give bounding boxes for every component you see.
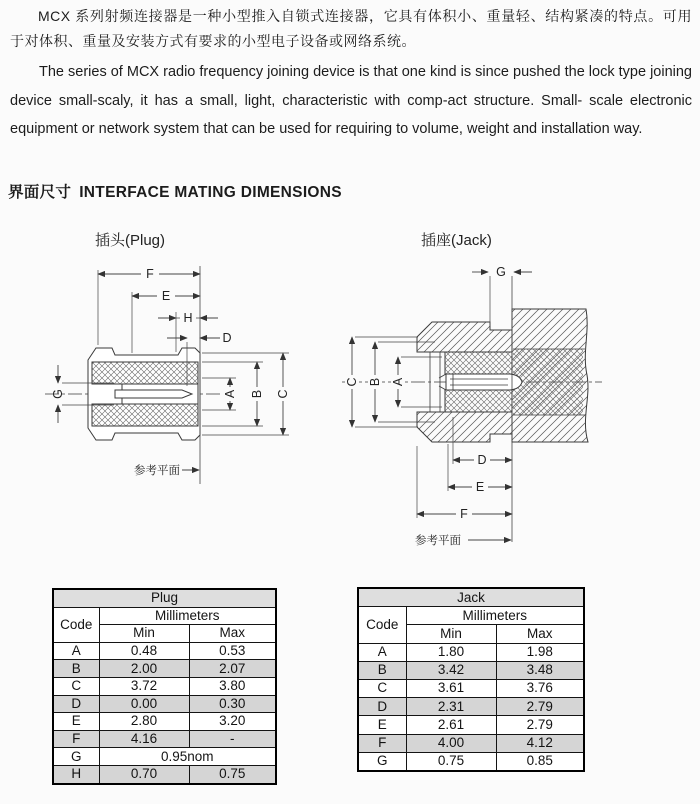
table-row [53, 677, 276, 695]
jack-diagram [340, 252, 670, 562]
table-row [53, 730, 276, 748]
dim-label-b: B [368, 377, 382, 387]
code-cell: D [53, 695, 99, 713]
jack-dimensions-table [357, 587, 585, 772]
max-cell: 2.07 [189, 660, 276, 678]
dim-label-a: A [223, 389, 237, 399]
min-cell: 0.75 [406, 752, 496, 771]
intro-paragraph-en: The series of MCX radio frequency joining device is that one kind is since pushed the lock type joining device small-scaly, it has a small, light, characteristic with comp-act structure. Small- scale electronic equipment or network system that can be used for requiring to volume, weight and installation way. [10, 64, 692, 137]
min-cell: 0.70 [99, 765, 189, 783]
min-cell: 1.80 [406, 643, 496, 661]
max-cell: 0.30 [189, 695, 276, 713]
min-cell: 2.80 [99, 713, 189, 731]
min-header: Min [99, 625, 189, 643]
max-cell: 2.79 [496, 716, 584, 734]
min-cell: 2.00 [99, 660, 189, 678]
dim-label-c: C [276, 389, 290, 399]
dim-label-d: D [477, 453, 487, 467]
code-cell: B [53, 660, 99, 678]
table-row [358, 734, 584, 752]
table-row [53, 660, 276, 678]
unit-header: Millimeters [406, 607, 584, 625]
code-cell: C [53, 677, 99, 695]
plug-diagram-title: 插头(Plug) [95, 232, 166, 249]
section-heading [8, 180, 342, 202]
intro-section [10, 4, 692, 144]
code-cell: A [53, 642, 99, 660]
max-header: Max [189, 625, 276, 643]
code-cell: D [358, 698, 406, 716]
code-cell: E [53, 713, 99, 731]
code-header: Code [358, 607, 406, 643]
dim-label-a: A [391, 377, 405, 387]
max-cell: 4.12 [496, 734, 584, 752]
reference-plane-label: 参考平面 [134, 465, 180, 477]
table-row [358, 752, 584, 771]
dim-label-d: D [222, 331, 232, 345]
dim-label-g: G [51, 389, 65, 399]
code-cell: F [358, 734, 406, 752]
max-cell: 0.85 [496, 752, 584, 771]
table-title: Jack [358, 588, 584, 607]
min-header: Min [406, 625, 496, 643]
dim-label-e: E [161, 289, 171, 303]
code-cell: B [358, 661, 406, 679]
reference-plane-label: 参考平面 [415, 535, 461, 547]
table-row [53, 713, 276, 731]
table-row [358, 661, 584, 679]
table-row [53, 765, 276, 783]
section-title-en: INTERFACE MATING DIMENSIONS [79, 184, 342, 201]
min-cell: 3.42 [406, 661, 496, 679]
max-cell: 0.53 [189, 642, 276, 660]
max-cell: 3.48 [496, 661, 584, 679]
max-cell: 0.75 [189, 765, 276, 783]
table-title-row [53, 589, 276, 607]
min-cell: 0.00 [99, 695, 189, 713]
section-title-zh: 界面尺寸 [8, 184, 72, 201]
max-cell: 3.76 [496, 679, 584, 697]
min-cell: 2.61 [406, 716, 496, 734]
code-cell: E [358, 716, 406, 734]
max-header: Max [496, 625, 584, 643]
code-cell: H [53, 765, 99, 783]
jack-diagram-title: 插座(Jack) [421, 232, 492, 249]
min-cell: 3.72 [99, 677, 189, 695]
code-cell: G [358, 752, 406, 771]
max-cell: 2.79 [496, 698, 584, 716]
max-cell: 3.80 [189, 677, 276, 695]
code-cell: F [53, 730, 99, 748]
dim-label-h: H [183, 311, 193, 325]
merged-value-cell: 0.95nom [99, 748, 276, 766]
table-row [358, 716, 584, 734]
max-cell: - [189, 730, 276, 748]
dim-label-b: B [250, 389, 264, 399]
table-header-row [53, 607, 276, 625]
table-title: Plug [53, 589, 276, 607]
code-cell: A [358, 643, 406, 661]
table-row [358, 679, 584, 697]
dim-label-g: G [496, 265, 506, 279]
max-cell: 3.20 [189, 713, 276, 731]
dim-label-e: E [475, 480, 485, 494]
table-header-row [358, 607, 584, 625]
code-cell: C [358, 679, 406, 697]
plug-diagram [30, 252, 330, 502]
plug-body [45, 348, 226, 440]
min-cell: 2.31 [406, 698, 496, 716]
min-cell: 4.16 [99, 730, 189, 748]
min-cell: 3.61 [406, 679, 496, 697]
code-header: Code [53, 607, 99, 642]
dim-label-f: F [146, 267, 154, 281]
min-cell: 4.00 [406, 734, 496, 752]
plug-dimensions-table [52, 588, 277, 785]
dim-label-f: F [460, 507, 468, 521]
dim-label-c: C [345, 377, 359, 387]
table-row [358, 643, 584, 661]
table-row [53, 748, 276, 766]
max-cell: 1.98 [496, 643, 584, 661]
table-row [53, 695, 276, 713]
table-row [358, 698, 584, 716]
min-cell: 0.48 [99, 642, 189, 660]
table-title-row [358, 588, 584, 607]
code-cell: G [53, 748, 99, 766]
table-row [53, 642, 276, 660]
unit-header: Millimeters [99, 607, 276, 625]
intro-paragraph-zh: MCX 系列射频连接器是一种小型推入自锁式连接器，它具有体积小、重量轻、结构紧凑的特点。可用于对体积、重量及安装方式有要求的小型电子设备或网络系统。 [10, 8, 692, 49]
